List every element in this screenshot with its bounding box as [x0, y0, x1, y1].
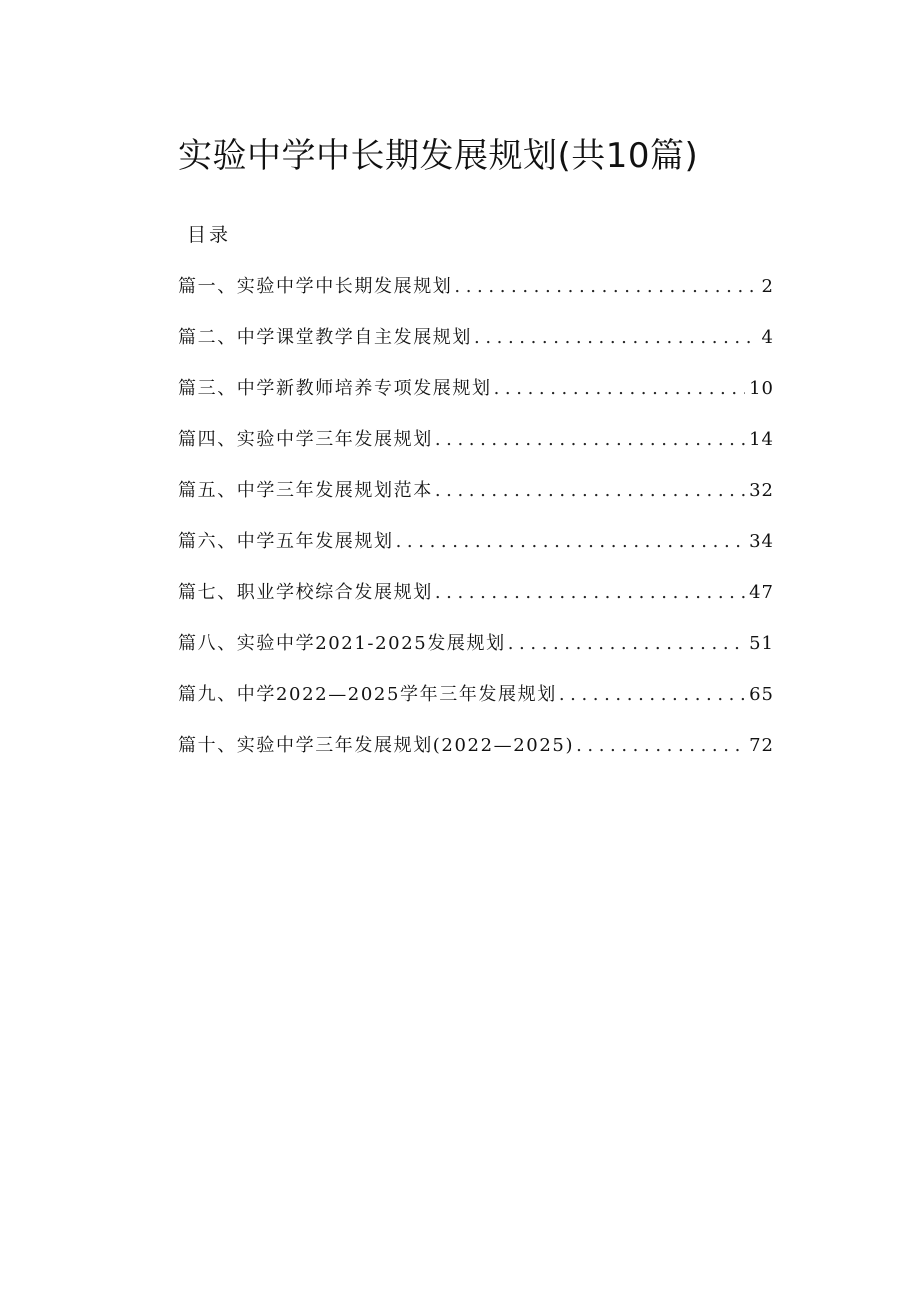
toc-entry-6[interactable] — [178, 526, 774, 577]
toc-entry-label: 篇一、实验中学中长期发展规划 — [178, 276, 453, 297]
toc-entry-page-number: 10 — [749, 378, 774, 399]
toc-entry-3[interactable] — [178, 373, 774, 424]
toc-leader-dots — [396, 526, 745, 558]
toc-leader-dots — [494, 373, 745, 405]
toc-entry-page-number: 2 — [761, 276, 774, 297]
toc-entry-page-number: 4 — [761, 327, 774, 348]
toc-entry-10[interactable] — [178, 730, 774, 781]
toc-leader-dots — [435, 475, 745, 507]
toc-entry-label: 篇五、中学三年发展规划范本 — [178, 480, 433, 501]
toc-entry-8[interactable] — [178, 628, 774, 679]
toc-leader-dots — [559, 679, 745, 711]
toc-entry-label: 篇七、职业学校综合发展规划 — [178, 582, 433, 603]
toc-leader-dots — [508, 628, 745, 660]
table-of-contents — [178, 271, 774, 781]
toc-entry-label: 篇八、实验中学2021-2025发展规划 — [178, 633, 506, 654]
toc-entry-label: 篇三、中学新教师培养专项发展规划 — [178, 378, 492, 399]
toc-entry-label: 篇六、中学五年发展规划 — [178, 531, 394, 552]
document-title: 实验中学中长期发展规划(共10篇) — [178, 136, 699, 176]
toc-entry-label: 篇九、中学2022—2025学年三年发展规划 — [178, 684, 557, 705]
toc-entry-7[interactable] — [178, 577, 774, 628]
toc-entry-label: 篇十、实验中学三年发展规划(2022—2025) — [178, 735, 575, 756]
toc-heading: 目录 — [187, 224, 232, 246]
toc-leader-dots — [454, 271, 757, 303]
toc-leader-dots — [474, 322, 758, 354]
toc-entry-9[interactable] — [178, 679, 774, 730]
toc-entry-page-number: 14 — [749, 429, 774, 450]
toc-entry-page-number: 51 — [749, 633, 774, 654]
toc-entry-2[interactable] — [178, 322, 774, 373]
toc-entry-page-number: 47 — [749, 582, 774, 603]
toc-leader-dots — [576, 730, 745, 762]
toc-entry-label: 篇四、实验中学三年发展规划 — [178, 429, 433, 450]
toc-entry-4[interactable] — [178, 424, 774, 475]
toc-entry-page-number: 32 — [749, 480, 774, 501]
toc-entry-1[interactable] — [178, 271, 774, 322]
toc-entry-page-number: 72 — [749, 735, 774, 756]
toc-leader-dots — [435, 424, 745, 456]
toc-entry-page-number: 65 — [749, 684, 774, 705]
toc-entry-5[interactable] — [178, 475, 774, 526]
toc-leader-dots — [435, 577, 745, 609]
toc-entry-page-number: 34 — [749, 531, 774, 552]
toc-entry-label: 篇二、中学课堂教学自主发展规划 — [178, 327, 472, 348]
